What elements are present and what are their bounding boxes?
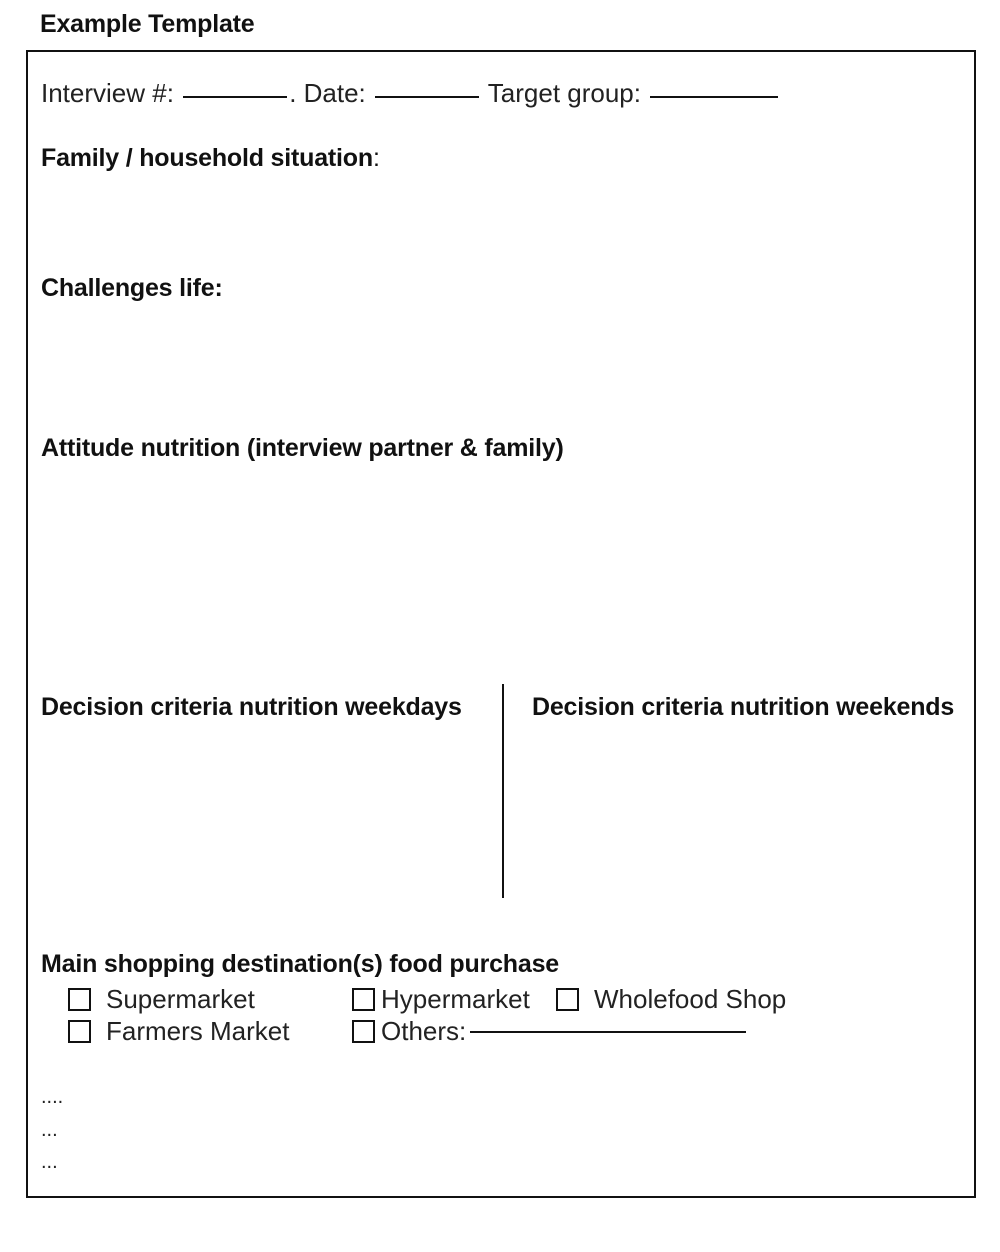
- option-supermarket[interactable]: [68, 984, 255, 1015]
- family-heading-text: Family / household situation: [41, 144, 373, 172]
- column-divider: [502, 684, 504, 898]
- template-form: [26, 50, 976, 1198]
- date-blank[interactable]: [375, 96, 479, 98]
- hypermarket-label: Hypermarket: [381, 984, 530, 1014]
- weekends-heading: Decision criteria nutrition weekends: [532, 693, 955, 721]
- shopping-heading: Main shopping destination(s) food purchase: [41, 950, 559, 978]
- target-group-blank[interactable]: [650, 96, 778, 98]
- others-checkbox[interactable]: [352, 1020, 375, 1043]
- interview-number-blank[interactable]: [183, 96, 287, 98]
- challenges-heading: Challenges life:: [41, 274, 223, 302]
- continuation-dots: ...: [41, 1151, 58, 1173]
- supermarket-label: Supermarket: [106, 984, 255, 1014]
- continuation-dots: ....: [41, 1086, 64, 1108]
- others-blank[interactable]: [470, 1031, 746, 1033]
- interview-meta-line: [41, 78, 780, 109]
- interview-number-label: Interview #:: [41, 78, 174, 108]
- date-label: . Date:: [289, 78, 366, 108]
- hypermarket-checkbox[interactable]: [352, 988, 375, 1011]
- attitude-heading: Attitude nutrition (interview partner & family): [41, 434, 564, 462]
- others-label: Others:: [381, 1016, 467, 1046]
- option-farmers-market[interactable]: [68, 1016, 289, 1047]
- target-group-label: Target group:: [487, 78, 641, 108]
- continuation-dots: ...: [41, 1119, 58, 1141]
- option-wholefood[interactable]: [556, 984, 786, 1015]
- family-heading-colon: :: [372, 144, 380, 172]
- farmers-market-checkbox[interactable]: [68, 1020, 91, 1043]
- farmers-market-label: Farmers Market: [106, 1016, 290, 1046]
- option-others[interactable]: [352, 1016, 748, 1047]
- wholefood-label: Wholefood Shop: [594, 984, 787, 1014]
- page-title: Example Template: [40, 10, 255, 38]
- family-heading: [41, 144, 380, 173]
- weekdays-heading: Decision criteria nutrition weekdays: [41, 693, 462, 721]
- option-hypermarket[interactable]: [352, 984, 530, 1015]
- supermarket-checkbox[interactable]: [68, 988, 91, 1011]
- wholefood-checkbox[interactable]: [556, 988, 579, 1011]
